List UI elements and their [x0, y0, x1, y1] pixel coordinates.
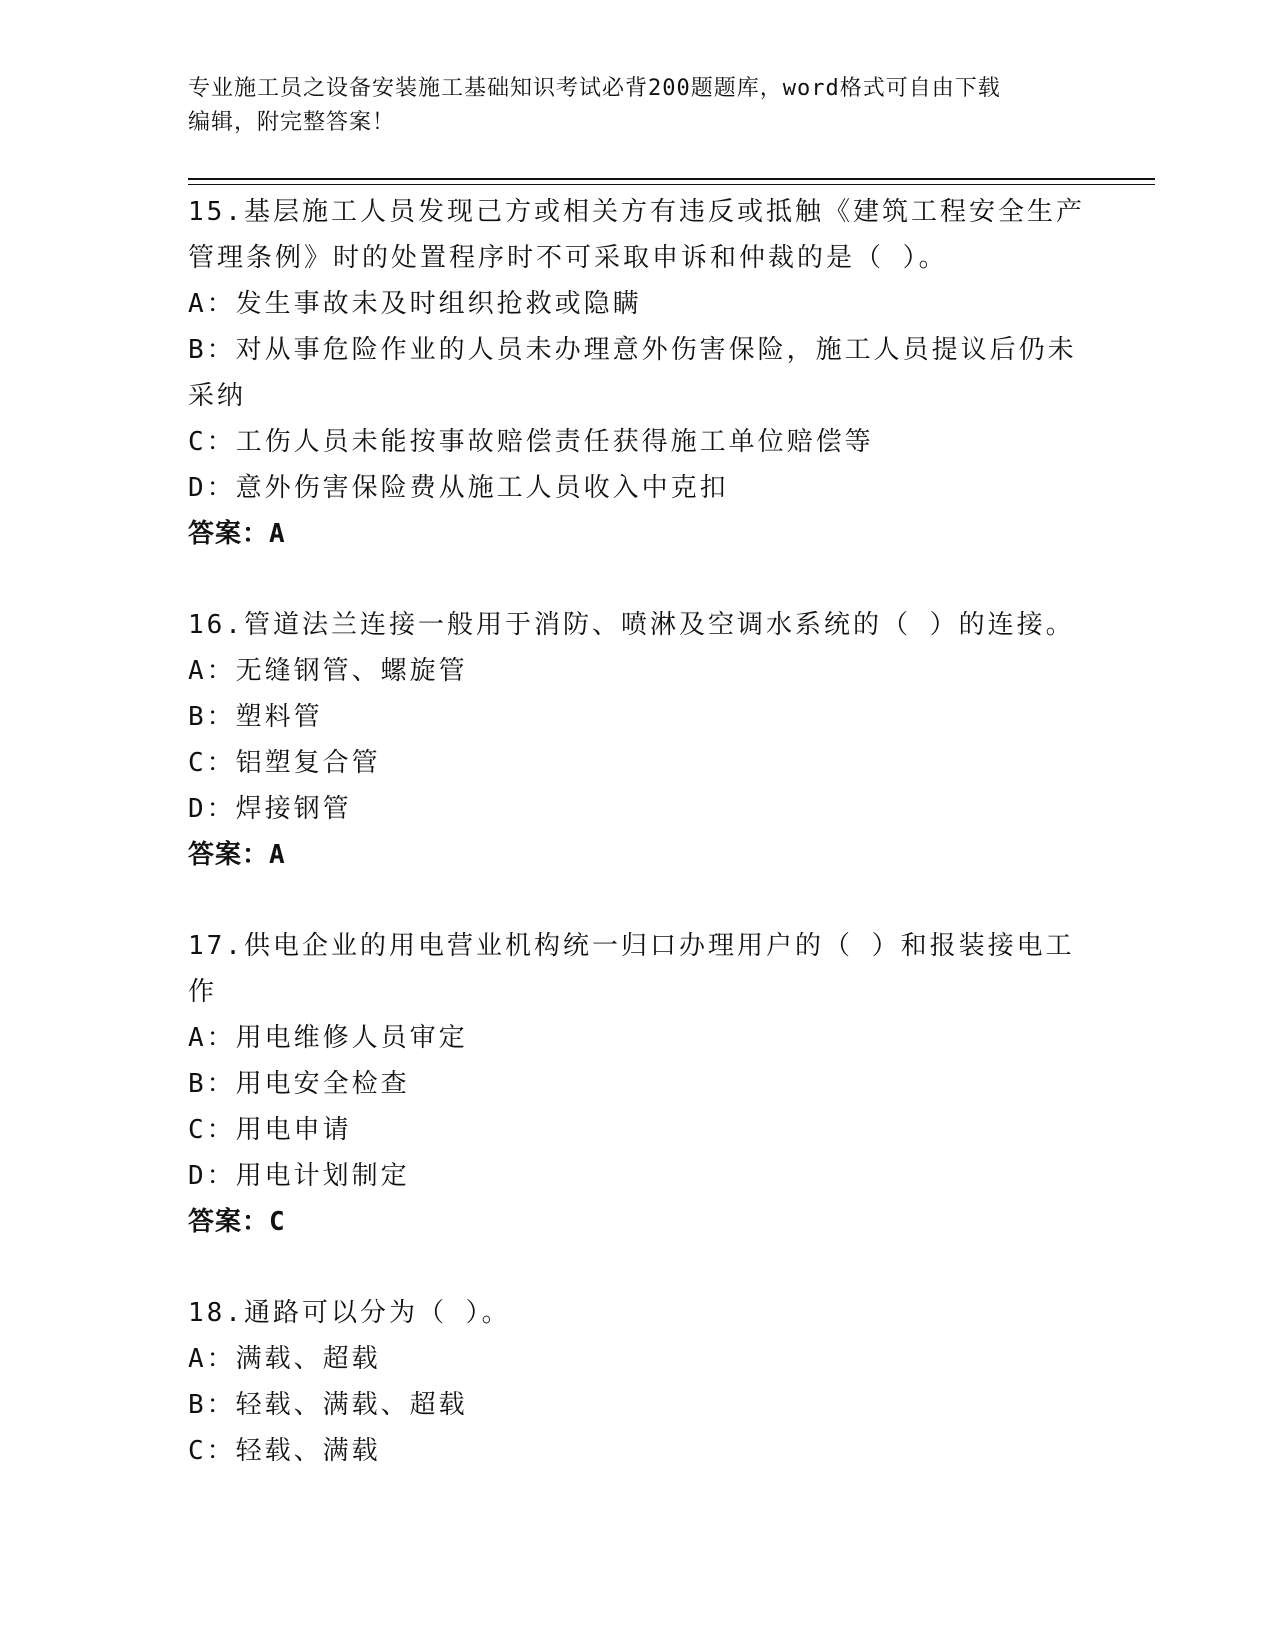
- answer-line: 答案：A: [188, 840, 286, 870]
- option-line: B：塑料管: [188, 702, 323, 732]
- header-line-2: 编辑，附完整答案！: [188, 110, 396, 135]
- question-block: [188, 189, 1088, 557]
- header-divider-thin: [188, 184, 1155, 185]
- option-line: B：轻载、满载、超载: [188, 1390, 468, 1420]
- option-line: A：满载、超载: [188, 1344, 381, 1374]
- header-line-1: 专业施工员之设备安装施工基础知识考试必背200题题库，word格式可自由下载: [188, 76, 1001, 101]
- option-line: D：意外伤害保险费从施工人员收入中克扣: [188, 473, 729, 503]
- answer-line: 答案：A: [188, 519, 286, 549]
- option-line: A：无缝钢管、螺旋管: [188, 656, 468, 686]
- question-stem-line: 18.通路可以分为（ ）。: [188, 1298, 511, 1328]
- option-line: A：用电维修人员审定: [188, 1023, 468, 1053]
- answer-line: 答案：C: [188, 1207, 286, 1237]
- option-line: C：工伤人员未能按事故赔偿责任获得施工单位赔偿等: [188, 427, 874, 457]
- option-line: B：对从事危险作业的人员未办理意外伤害保险，施工人员提议后仍未: [188, 335, 1077, 365]
- question-stem-line: 作: [188, 977, 218, 1007]
- question-stem-line: 管理条例》时的处置程序时不可采取申诉和仲裁的是（ ）。: [188, 243, 948, 273]
- option-line: C：铝塑复合管: [188, 748, 381, 778]
- option-line: C：用电申请: [188, 1115, 352, 1145]
- question-stem-line: 16.管道法兰连接一般用于消防、喷淋及空调水系统的（ ）的连接。: [188, 610, 1075, 640]
- option-line: 采纳: [188, 381, 247, 411]
- question-list: [188, 189, 1088, 1519]
- question-stem-line: 17.供电企业的用电营业机构统一归口办理用户的（ ）和报装接电工: [188, 931, 1075, 961]
- option-line: C：轻载、满载: [188, 1436, 381, 1466]
- option-line: D：用电计划制定: [188, 1161, 410, 1191]
- option-line: A：发生事故未及时组织抢救或隐瞒: [188, 289, 642, 319]
- option-line: B：用电安全检查: [188, 1069, 410, 1099]
- document-header: [188, 72, 1088, 140]
- header-divider-thick: [188, 178, 1155, 180]
- question-stem-line: 15.基层施工人员发现己方或相关方有违反或抵触《建筑工程安全生产: [188, 197, 1085, 227]
- question-block: [188, 1290, 1088, 1474]
- question-block: [188, 923, 1088, 1245]
- question-block: [188, 602, 1088, 878]
- option-line: D：焊接钢管: [188, 794, 352, 824]
